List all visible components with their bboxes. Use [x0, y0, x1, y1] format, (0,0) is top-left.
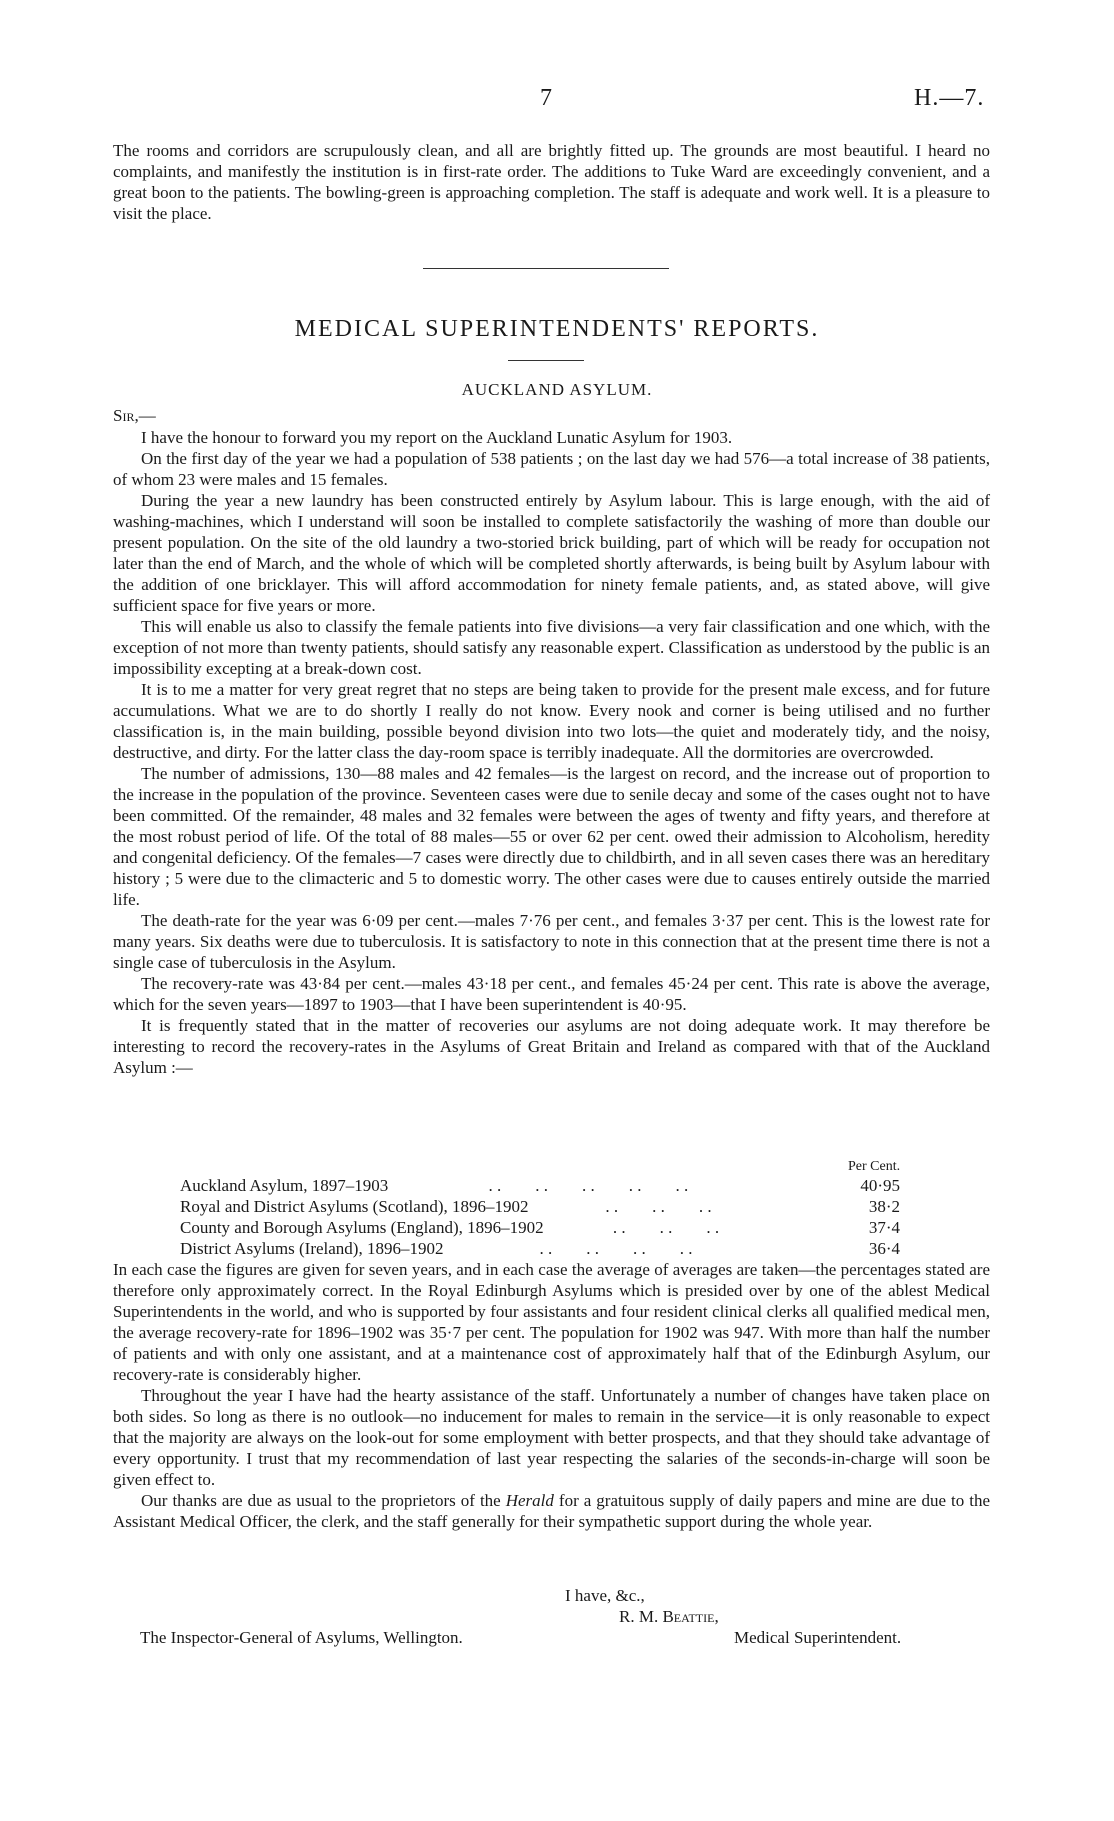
table-row-value: 40·95 — [860, 1176, 900, 1195]
body-paragraph: On the first day of the year we had a population of 538 patients ; on the last day we had 576—a total increase of 38 patients, of whom 23 were males and 15 females. — [113, 449, 990, 489]
table-row-label: Royal and District Asylums (Scotland), 1896–1902 — [180, 1197, 529, 1216]
salutation: Sir,— — [113, 406, 156, 425]
table-row-value: 37·4 — [868, 1218, 900, 1237]
report-body-continued — [113, 1259, 990, 1532]
body-paragraph: I have the honour to forward you my report on the Auckland Lunatic Asylum for 1903. — [141, 428, 733, 447]
table-row-value: 36·4 — [868, 1239, 900, 1258]
document-id: H.—7. — [914, 85, 985, 111]
body-paragraph: The death-rate for the year was 6·09 per cent.—males 7·76 per cent., and females 3·37 per cent. This is the lowest rate for many years. Six deaths were due to tuberculosis. It is satisfactory to note in this connection that at the present time there is not a single case of tuberculosis in the Asylum. — [113, 911, 990, 972]
title-underline — [508, 360, 584, 361]
thanks-paragraph — [113, 1490, 990, 1532]
signature-title: Medical Superintendent. — [734, 1628, 902, 1647]
intro-paragraph: The rooms and corridors are scrupulously clean, and all are brightly fitted up. The grounds are most beautiful. I heard no complaints, and manifestly the institution is in first-rate order. The additions to Tuke Ward are exceedingly convenient, and a great boon to the patients. The bowling-green is approaching completion. The staff is adequate and work well. It is a pleasure to visit the place. — [113, 141, 990, 223]
body-paragraph: It is frequently stated that in the matter of recoveries our asylums are not doing adequate work. It may therefore be interesting to record the recovery-rates in the Asylums of Great Britain and Ireland as compared with that of the Auckland Asylum :— — [113, 1016, 990, 1077]
after-table-paragraph: In each case the figures are given for seven years, and in each case the average of averages are taken—the percentages stated are therefore only approximately correct. In the Royal Edinburgh Asylums which is presided over by one of the ablest Medical Superintendents in the world, and who is supported by four assistants and four resident clinical clerks all qualified medical men, the average recovery-rate for 1896–1902 was 35·7 per cent. The population for 1902 was 947. With more than half the number of patients and with only one assistant, and at a maintenance cost of approximately half that of the Edinburgh Asylum, our recovery-rate is considerably higher. — [113, 1260, 990, 1384]
thanks-pre: Our thanks are due as usual to the proprietors of the — [141, 1491, 506, 1510]
intro-block — [113, 140, 990, 224]
report-title: AUCKLAND ASYLUM. — [461, 380, 653, 399]
table-row — [180, 1238, 900, 1259]
report-body — [113, 427, 990, 1078]
body-paragraph: The number of admissions, 130—88 males and 42 females—is the largest on record, and the increase out of proportion to the increase in the population of the province. Seventeen cases were due to senile decay and some of the cases ought not to have been committed. Of the remainder, 48 males and 32 females were between the ages of twenty and fifty years, and therefore at the most robust period of life. Of the total of 88 males—55 or over 62 per cent. owed their admission to Alcoholism, heredity and congenital deficiency. Of the females—7 cases were directly due to childbirth, and in all seven cases there was an hereditary history ; 5 were due to the climacteric and 5 to domestic worry. The other cases were due to causes entirely outside the married life. — [113, 764, 990, 909]
table-row-label: County and Borough Asylums (England), 1896–1902 — [180, 1218, 544, 1237]
signature-name: R. M. Beattie, — [619, 1607, 719, 1626]
table-row — [180, 1217, 900, 1238]
body-paragraph: This will enable us also to classify the female patients into five divisions—a very fair classification and one which, with the exception of not more than twenty patients, should satisfy any reasonable expert. Classification as understood by the public is an impossibility excepting at a break-down cost. — [113, 617, 990, 678]
recovery-rates-table — [180, 1175, 900, 1259]
table-row-leader: . . . . . . . . — [530, 1239, 693, 1258]
staff-paragraph: Throughout the year I have had the hearty assistance of the staff. Unfortunately a number of changes have taken place on both sides. So long as there is no outlook—no inducement for males to remain in the service—it is only reasonable to expect that the majority are always on the look-out for some employment with better prospects, and that they should take advantage of every opportunity. I trust that my recommendation of last year respecting the salaries of the seconds-in-charge will soon be given effect to. — [113, 1386, 990, 1489]
table-header-per-cent: Per Cent. — [848, 1159, 901, 1174]
section-divider — [423, 268, 669, 269]
herald-newspaper-name: Herald — [505, 1491, 554, 1510]
table-row-label: Auckland Asylum, 1897–1903 — [180, 1176, 389, 1195]
page-number: 7 — [540, 85, 552, 111]
table-row-leader: . . . . . . — [596, 1197, 712, 1216]
body-paragraph: During the year a new laundry has been constructed entirely by Asylum labour. This is large enough, with the aid of washing-machines, which I understand will soon be installed to complete satisfactorily the washing of more than double our present population. On the site of the old laundry a two-storied brick building, part of which will be ready for occupation not later than the end of March, and the whole of which will be completed shortly afterwards, is being built by Asylum labour with the addition of one bricklayer. This will afford accommodation for ninety female patients, and, as stated above, will give sufficient space for five years or more. — [113, 491, 990, 615]
table-row-value: 38·2 — [868, 1197, 900, 1216]
table-row-label: District Asylums (Ireland), 1896–1902 — [180, 1239, 444, 1258]
thanks-post: for a gratuitous supply of daily papers and mine are due to the Assistant Medical Officer, the clerk, and the staff generally for their sympathetic support during the whole year. — [113, 1491, 991, 1531]
table-row — [180, 1175, 900, 1196]
table-row-leader: . . . . . . — [604, 1218, 720, 1237]
table-row-leader: . . . . . . . . . . — [480, 1176, 689, 1195]
table-row — [180, 1196, 900, 1217]
closing-i-have: I have, &c., — [565, 1586, 645, 1605]
body-paragraph: It is to me a matter for very great regret that no steps are being taken to provide for the present male excess, and for future accumulations. What we are to do shortly I really do not know. Every nook and corner is being utilised and no further classification is, in the main building, possible beyond division into two lots—the quiet and moderately tidy, and the noisy, destructive, and dirty. For the latter class the day-room space is terribly inadequate. All the dormitories are overcrowded. — [113, 680, 990, 762]
body-paragraph: The recovery-rate was 43·84 per cent.—males 43·18 per cent., and females 45·24 per cent. This rate is above the average, which for the seven years—1897 to 1903—that I have been superintendent is 40·95. — [113, 974, 990, 1014]
addressee: The Inspector-General of Asylums, Wellington. — [140, 1628, 463, 1647]
section-title: MEDICAL SUPERINTENDENTS' REPORTS. — [294, 316, 820, 342]
